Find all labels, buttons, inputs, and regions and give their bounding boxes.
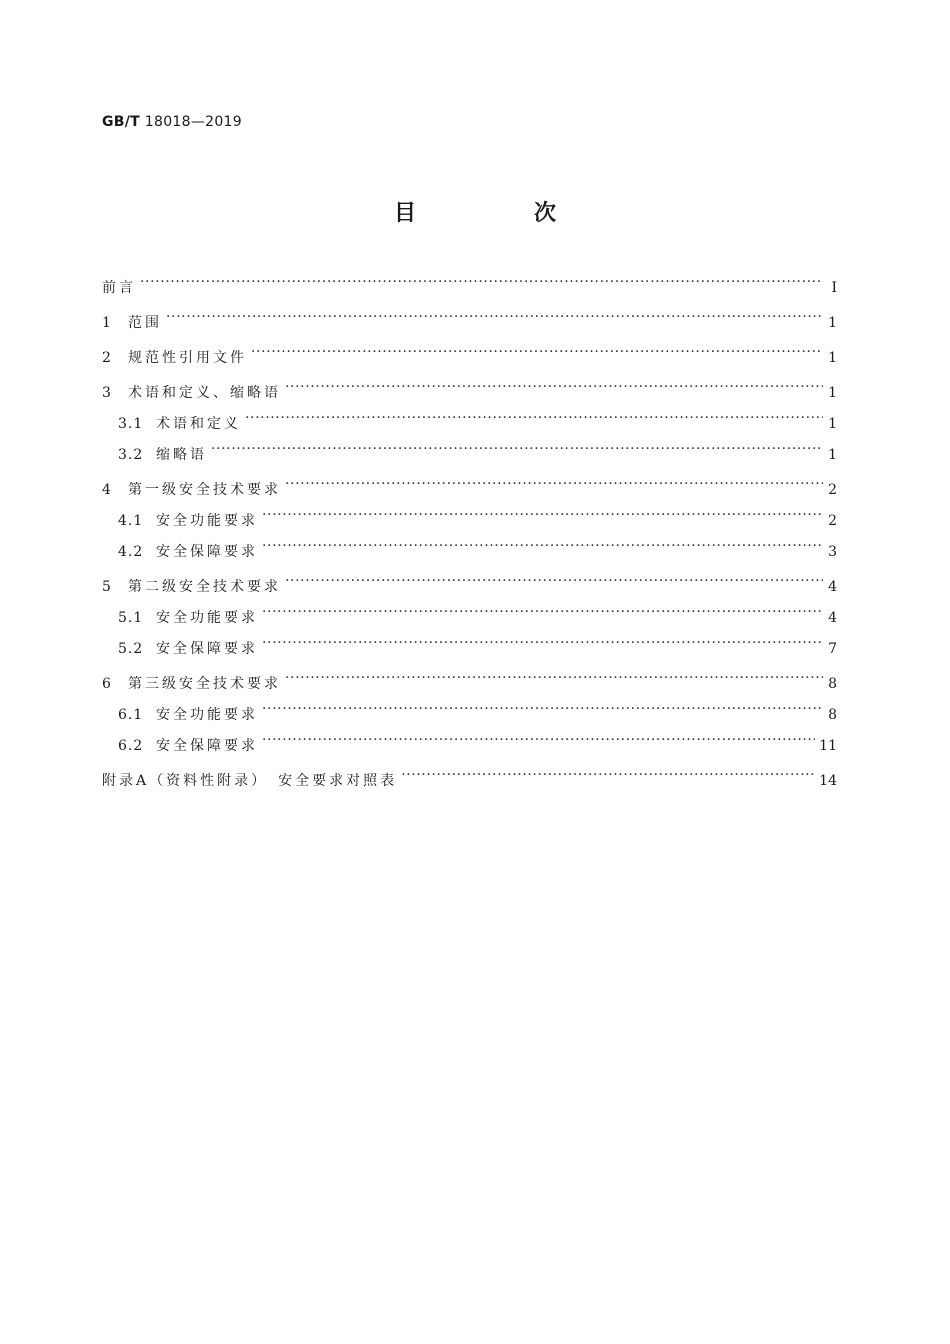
toc-entry-label: 术语和定义、缩略语 [128,385,281,401]
toc-entry-number: 5.1 [118,610,144,626]
toc-entry[interactable] [102,699,837,725]
dot-leader [285,668,823,688]
toc-entry-page: 2 [828,513,837,529]
toc-entry-number: 3.1 [118,416,144,432]
toc-entry-number: 6.2 [118,738,144,754]
dot-leader [140,272,823,292]
dot-leader [262,602,823,622]
dot-leader [401,765,815,785]
dot-leader [211,439,823,459]
toc-entry-label: 安全保障要求 [156,641,258,657]
toc-entry-number: 5.2 [118,641,144,657]
toc-entry-number: 4.1 [118,513,144,529]
table-of-contents [102,272,837,791]
toc-entry-label: 第一级安全技术要求 [128,482,281,498]
toc-entry-label: 安全保障要求 [156,738,258,754]
toc-entry-label: 术语和定义 [156,416,241,432]
toc-entry-label: 第二级安全技术要求 [128,579,281,595]
dot-leader [262,730,815,750]
toc-entry-number: 4 [102,482,112,498]
toc-entry[interactable] [102,342,837,368]
dot-leader [285,474,823,494]
toc-entry[interactable] [102,377,837,403]
toc-entry-page: 1 [828,315,837,331]
toc-entry[interactable] [102,439,837,465]
dot-leader [262,536,823,556]
toc-entry[interactable] [102,571,837,597]
toc-entry-page: 4 [828,579,837,595]
toc-entry-label: 前言 [102,280,136,296]
toc-entry-number: 3.2 [118,447,144,463]
toc-entry-number: 4.2 [118,544,144,560]
toc-entry-label: 附录A（资料性附录） 安全要求对照表 [102,773,398,789]
toc-entry-number: 6 [102,676,112,692]
toc-entry-page: 8 [828,676,837,692]
toc-entry-page: 1 [828,416,837,432]
dot-leader [245,408,823,428]
dot-leader [262,633,823,653]
toc-entry-label: 范围 [128,315,162,331]
toc-entry[interactable] [102,602,837,628]
toc-entry-page: 8 [828,707,837,723]
toc-entry-page: 2 [828,482,837,498]
toc-entry[interactable] [102,408,837,434]
dot-leader [251,342,823,362]
toc-entry[interactable] [102,505,837,531]
toc-entry-page: 7 [828,641,837,657]
standard-prefix: GB/T [102,114,141,130]
toc-entry-number: 1 [102,315,112,331]
toc-entry-label: 第三级安全技术要求 [128,676,281,692]
standard-number: 18018—2019 [144,114,242,130]
toc-entry-number: 2 [102,350,112,366]
toc-entry-label: 安全功能要求 [156,513,258,529]
toc-entry-page: 3 [828,544,837,560]
toc-entry[interactable] [102,668,837,694]
toc-entry-label: 缩略语 [156,447,207,463]
toc-entry-page: 4 [828,610,837,626]
toc-entry-label: 安全保障要求 [156,544,258,560]
toc-entry-page: 14 [819,773,837,789]
toc-entry[interactable] [102,272,837,298]
toc-entry[interactable] [102,536,837,562]
dot-leader [262,699,823,719]
dot-leader [285,377,823,397]
toc-entry-number: 5 [102,579,112,595]
toc-entry-label: 规范性引用文件 [128,350,247,366]
toc-entry[interactable] [102,765,837,791]
toc-entry-page: Ⅰ [831,280,837,296]
dot-leader [285,571,823,591]
toc-entry-label: 安全功能要求 [156,707,258,723]
toc-entry[interactable] [102,307,837,333]
dot-leader [166,307,823,327]
page-title: 目 次 [393,201,604,226]
toc-entry-page: 1 [828,385,837,401]
toc-entry-label: 安全功能要求 [156,610,258,626]
toc-entry[interactable] [102,730,837,756]
toc-entry[interactable] [102,474,837,500]
toc-entry-number: 3 [102,385,112,401]
toc-entry-number: 6.1 [118,707,144,723]
toc-entry-page: 11 [819,738,837,754]
standard-code [102,114,242,130]
dot-leader [262,505,823,525]
toc-entry-page: 1 [828,447,837,463]
toc-entry[interactable] [102,633,837,659]
toc-entry-page: 1 [828,350,837,366]
